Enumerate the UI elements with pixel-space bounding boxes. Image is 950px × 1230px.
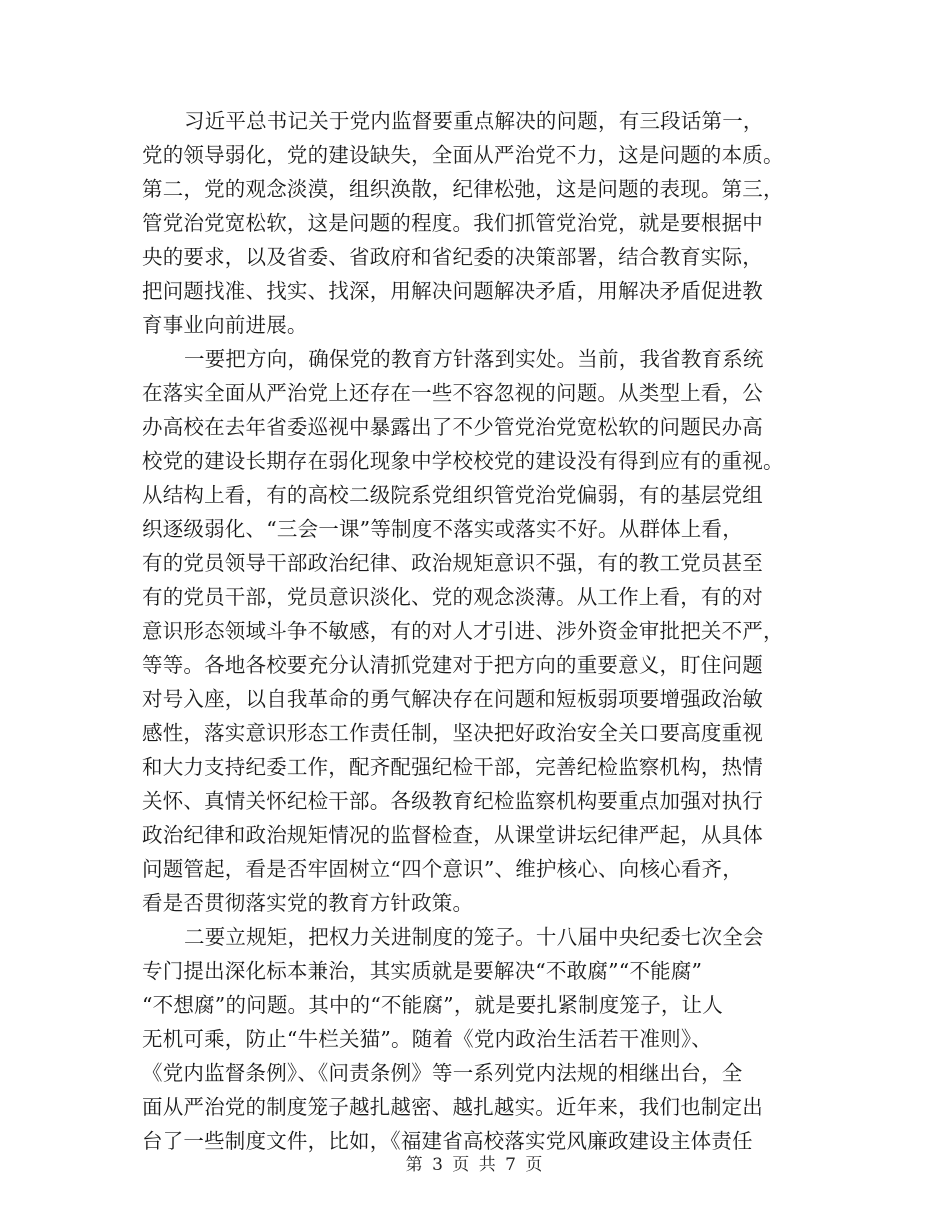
paragraph-2-line: 从结构上看，有的高校二级院系党组织管党治党偏弱，有的基层党组 <box>142 483 763 507</box>
paragraph-2-line: 校党的建设长期存在弱化现象中学校校党的建设没有得到应有的重视。 <box>142 449 784 473</box>
page-number-footer: 第 3 页 共 7 页 <box>405 1155 545 1175</box>
paragraph-1-line: 党的领导弱化，党的建设缺失，全面从严治党不力，这是问题的本质。 <box>142 143 784 167</box>
paragraph-1-line: 把问题找准、找实、找深，用解决问题解决矛盾，用解决矛盾促进教 <box>142 279 763 303</box>
paragraph-2-line: 感性，落实意识形态工作责任制，坚决把好政治安全关口要高度重视 <box>142 721 763 745</box>
paragraph-2-line: 对号入座，以自我革命的勇气解决存在问题和短板弱项要增强政治敏 <box>142 687 763 711</box>
paragraph-2-line: 一要把方向，确保党的教育方针落到实处。当前，我省教育系统 <box>184 347 764 371</box>
paragraph-1-line: 央的要求，以及省委、省政府和省纪委的决策部署，结合教育实际， <box>142 245 763 269</box>
paragraph-3-line: 无机可乘，防止“牛栏关猫”。随着《党内政治生活若干准则》、 <box>142 1027 713 1051</box>
paragraph-1-line: 管党治党宽松软，这是问题的程度。我们抓管党治党，就是要根据中 <box>142 211 763 235</box>
paragraph-2-line: 关怀、真情关怀纪检干部。各级教育纪检监察机构要重点加强对执行 <box>142 789 763 813</box>
paragraph-3-line: “不想腐”的问题。其中的“不能腐”，就是要扎紧制度笼子，让人 <box>142 993 723 1017</box>
paragraph-3-line: 《党内监督条例》、《问责条例》等一系列党内法规的相继出台，全 <box>142 1061 743 1085</box>
paragraph-1-line: 育事业向前进展。 <box>142 313 308 337</box>
paragraph-3-line: 二要立规矩，把权力关进制度的笼子。十八届中央纪委七次全会 <box>184 925 764 949</box>
paragraph-2-line: 在落实全面从严治党上还存在一些不容忽视的问题。从类型上看，公 <box>142 381 763 405</box>
paragraph-2-line: 织逐级弱化、“三会一课”等制度不落实或落实不好。从群体上看， <box>142 517 743 541</box>
paragraph-2-line: 看是否贯彻落实党的教育方针政策。 <box>142 891 474 915</box>
paragraph-2-line: 意识形态领域斗争不敏感，有的对人才引进、涉外资金审批把关不严， <box>142 619 784 643</box>
paragraph-2-line: 有的党员干部，党员意识淡化、党的观念淡薄。从工作上看，有的对 <box>142 585 763 609</box>
paragraph-2-line: 问题管起，看是否牢固树立“四个意识”、维护核心、向核心看齐， <box>142 857 743 881</box>
paragraph-3-line: 台了一些制度文件，比如，《福建省高校落实党风廉政建设主体责任 <box>142 1129 753 1153</box>
paragraph-2-line: 政治纪律和政治规矩情况的监督检查，从课堂讲坛纪律严起，从具体 <box>142 823 763 847</box>
paragraph-2-line: 办高校在去年省委巡视中暴露出了不少管党治党宽松软的问题民办高 <box>142 415 763 439</box>
paragraph-2-line: 有的党员领导干部政治纪律、政治规矩意识不强，有的教工党员甚至 <box>142 551 763 575</box>
paragraph-2-line: 和大力支持纪委工作，配齐配强纪检干部，完善纪检监察机构，热情 <box>142 755 763 779</box>
document-body <box>142 104 812 1158</box>
paragraph-3-line: 专门提出深化标本兼治，其实质就是要解决“不敢腐”“不能腐” <box>142 959 703 983</box>
paragraph-1-line: 第二，党的观念淡漠，组织涣散，纪律松弛，这是问题的表现。第三， <box>142 177 784 201</box>
paragraph-3-line: 面从严治党的制度笼子越扎越密、越扎越实。近年来，我们也制定出 <box>142 1095 763 1119</box>
paragraph-1-line: 习近平总书记关于党内监督要重点解决的问题，有三段话第一， <box>184 109 764 133</box>
paragraph-2-line: 等等。各地各校要充分认清抓党建对于把方向的重要意义，盯住问题 <box>142 653 763 677</box>
